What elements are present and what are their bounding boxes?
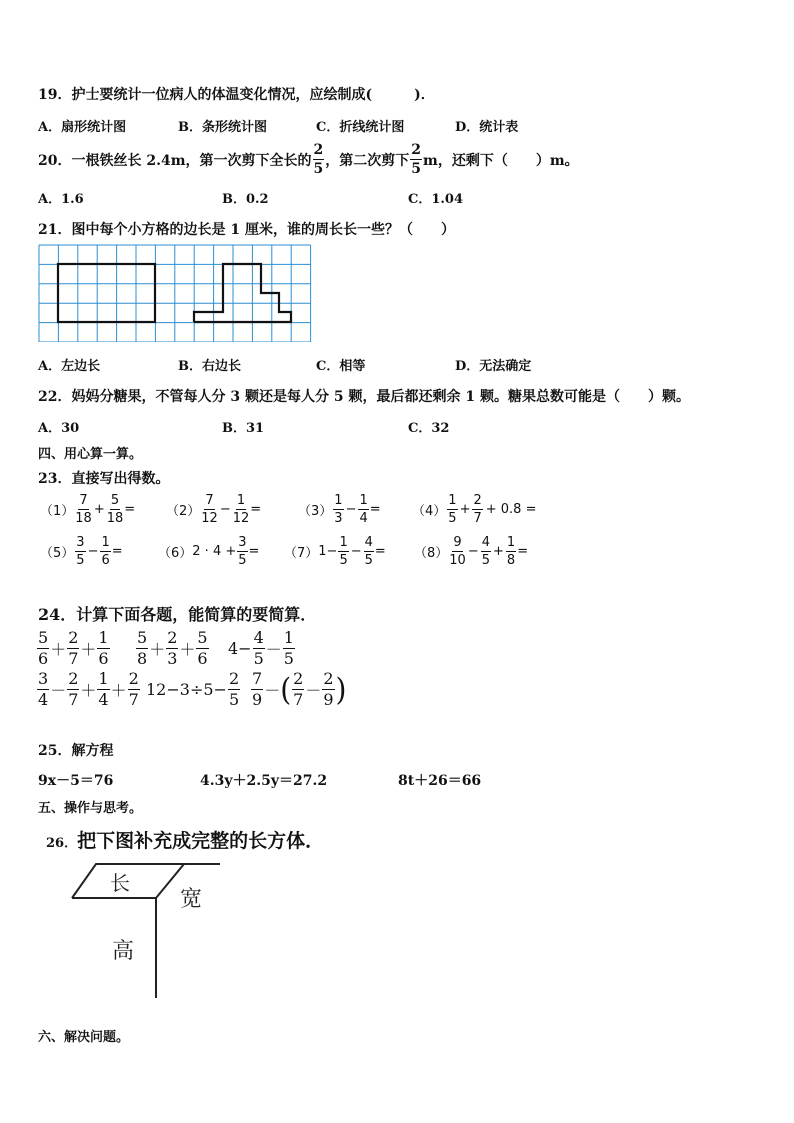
section-5-heading: 五、操作与思考。 xyxy=(38,801,143,816)
expr-4: $\frac{3}{4}$ － $\frac{2}{7}$ ＋ $\frac{1}{4}$ ＋ $\frac{2}{7}$ xyxy=(38,669,139,709)
equation-2: 4.3y＋2.5y＝27.2 xyxy=(200,773,328,789)
expr-2: $\frac{5}{8}$ ＋ $\frac{2}{3}$ ＋ $\frac{5}{6}$ xyxy=(137,628,208,668)
right-polygon-shape xyxy=(194,264,291,322)
option-b: B．31 xyxy=(222,421,265,436)
section-6-heading: 六、解决问题。 xyxy=(38,1030,130,1045)
expr-3: 4− $\frac{4}{5}$ － $\frac{1}{5}$ xyxy=(228,628,294,668)
option-a: A．左边长 xyxy=(38,359,101,374)
calc-item-4: （4） $\frac{1}{5}$ + $\frac{2}{7}$ + 0.8 = xyxy=(412,493,537,526)
question-26: 26． 把下图补充成完整的长方体． xyxy=(46,830,325,852)
option-a: A．扇形统计图 xyxy=(38,120,127,135)
width-label: 宽 xyxy=(180,887,203,912)
calc-item-1: （1） $\frac{7}{18}$ + $\frac{5}{18}$ = xyxy=(40,493,136,526)
question-19: 19．护士要统计一位病人的体温变化情况，应绘制成( )． xyxy=(38,87,435,103)
q20-text-1: 20．一根铁丝长 2.4m，第一次剪下全长的 xyxy=(38,152,312,169)
equation-1: 9x－5＝76 xyxy=(38,773,114,789)
grid-figure xyxy=(38,244,312,342)
fraction: $\frac{2}{5}$ xyxy=(411,142,422,177)
option-a: A．30 xyxy=(38,421,80,436)
fraction: $\frac{2}{5}$ xyxy=(313,142,324,177)
option-c: C．32 xyxy=(408,421,450,436)
question-24: 24．计算下面各题，能简算的要简算． xyxy=(38,605,317,624)
equation-3: 8t＋26＝66 xyxy=(398,773,482,789)
option-c: C．1.04 xyxy=(408,192,464,207)
option-a: A．1.6 xyxy=(38,192,84,207)
question-20 xyxy=(38,143,579,176)
q20-text-2: ，第二次剪下 xyxy=(325,152,410,169)
question-21: 21．图中每个小方格的边长是 1 厘米，谁的周长长一些？（ ） xyxy=(38,222,455,238)
question-23: 23．直接写出得数。 xyxy=(38,471,170,487)
calc-item-2: （2） $\frac{7}{12}$ − $\frac{1}{12}$ = xyxy=(166,493,262,526)
option-b: B．条形统计图 xyxy=(178,120,267,135)
section-4-heading: 四、用心算一算。 xyxy=(38,447,143,462)
expr-1: $\frac{5}{6}$ ＋ $\frac{2}{7}$ ＋ $\frac{1}{6}$ xyxy=(38,628,109,668)
calc-item-5: （5） $\frac{3}{5}$ − $\frac{1}{6}$ = xyxy=(40,535,123,568)
option-c: C．相等 xyxy=(316,359,366,374)
height-label: 高 xyxy=(112,939,135,964)
option-b: B．右边长 xyxy=(178,359,241,374)
option-c: C．折线统计图 xyxy=(316,120,405,135)
option-d: D．统计表 xyxy=(455,120,519,135)
calc-item-8: （8） $\frac{9}{10}$ − $\frac{4}{5}$ + $\frac{1}{8}$ = xyxy=(414,535,529,568)
expr-6: $\frac{7}{9}$ － ( $\frac{2}{7}$ － $\frac{2}{9}$ ) xyxy=(252,669,347,709)
calc-item-6: （6） 2 · 4 + $\frac{3}{5}$ = xyxy=(158,535,260,568)
question-25: 25．解方程 xyxy=(38,743,114,759)
option-d: D．无法确定 xyxy=(455,359,532,374)
question-22: 22．妈妈分糖果，不管每人分 3 颗还是每人分 5 颗，最后都还剩余 1 颗。糖果总数可能是（ ）颗。 xyxy=(38,389,690,405)
option-b: B．0.2 xyxy=(222,192,269,207)
left-rectangle-shape xyxy=(58,264,155,322)
expr-5: 12−3÷5− $\frac{2}{5}$ xyxy=(146,669,240,709)
length-label: 长 xyxy=(110,871,130,895)
cuboid-figure xyxy=(60,858,220,1003)
q20-text-3: m，还剩下（ ）m。 xyxy=(423,152,579,169)
calc-item-7: （7） 1− $\frac{1}{5}$ − $\frac{4}{5}$ = xyxy=(284,535,386,568)
calc-item-3: （3） $\frac{1}{3}$ − $\frac{1}{4}$ = xyxy=(298,493,381,526)
